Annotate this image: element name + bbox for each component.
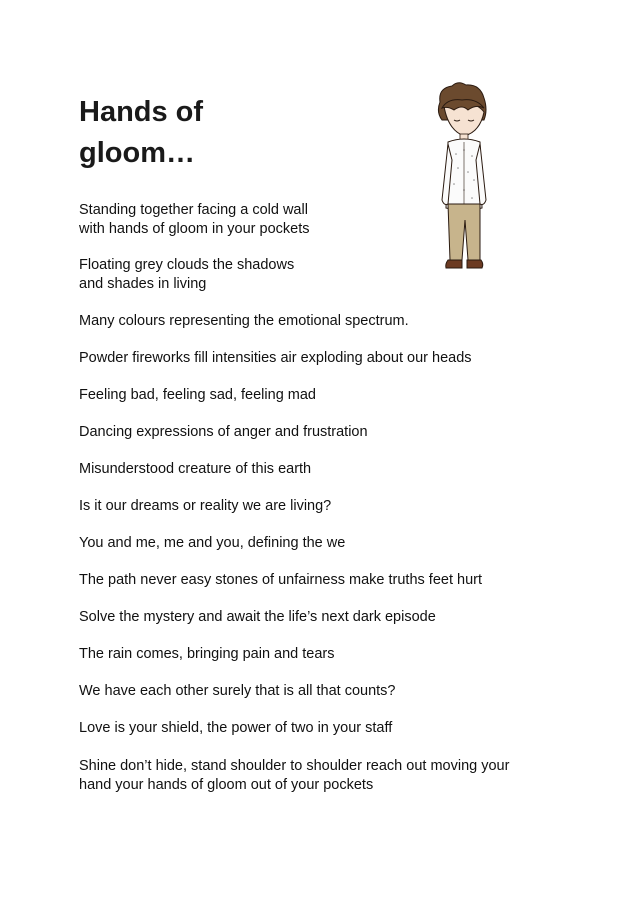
stanza-3: Many colours representing the emotional spectrum. bbox=[79, 313, 409, 329]
stanza-9: You and me, me and you, defining the we bbox=[79, 535, 346, 551]
stanza-2 bbox=[79, 256, 294, 293]
stanza-11: Solve the mystery and await the life’s next dark episode bbox=[79, 609, 436, 625]
poem-line: Standing together facing a cold wall bbox=[79, 202, 308, 218]
poem-line: with hands of gloom in your pockets bbox=[79, 220, 310, 237]
stanza-12: The rain comes, bringing pain and tears bbox=[79, 646, 335, 662]
stanza-7: Misunderstood creature of this earth bbox=[79, 461, 312, 477]
poem-line: and shades in living bbox=[79, 275, 207, 292]
stanza-4: Powder fireworks fill intensities air exploding about our heads bbox=[79, 350, 472, 366]
stanza-15 bbox=[79, 757, 509, 794]
stanza-6: Dancing expressions of anger and frustration bbox=[79, 424, 368, 440]
stanza-10: The path never easy stones of unfairness make truths feet hurt bbox=[79, 572, 482, 588]
poem-line: Floating grey clouds the shadows bbox=[79, 257, 295, 273]
stanza-14: Love is your shield, the power of two in your staff bbox=[79, 720, 393, 736]
poem-title: Hands of gloom… bbox=[79, 96, 204, 169]
stanza-5: Feeling bad, feeling sad, feeling mad bbox=[79, 387, 316, 403]
stanza-1 bbox=[79, 201, 310, 238]
poem-line: hand your hands of gloom out of your pockets bbox=[79, 776, 374, 793]
poem-line: Shine don’t hide, stand shoulder to shoulder reach out moving your bbox=[79, 758, 510, 774]
boy-hands-in-pockets-icon bbox=[418, 80, 508, 280]
stanza-13: We have each other surely that is all that counts? bbox=[79, 683, 396, 699]
stanza-8: Is it our dreams or reality we are living? bbox=[79, 498, 332, 514]
